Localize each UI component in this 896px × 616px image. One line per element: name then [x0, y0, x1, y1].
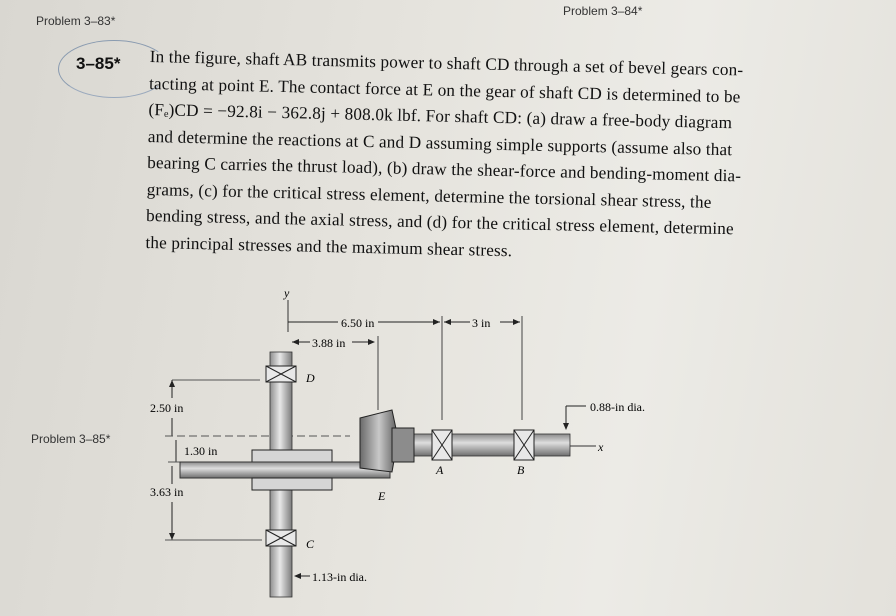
- dim-2.50: 2.50 in: [150, 401, 184, 415]
- dim-3.63: 3.63 in: [150, 485, 184, 499]
- label-a: A: [436, 463, 444, 477]
- statement-line: the principal stresses and the maximum shear stress.: [145, 232, 513, 260]
- previous-problem-label: Problem 3–83*: [36, 14, 116, 28]
- statement-line: bending stress, and the axial stress, and (d) for the critical stress element, determine: [145, 205, 735, 239]
- x-axis-label: x: [598, 440, 604, 454]
- dim-1.30: 1.30 in: [184, 444, 218, 458]
- problem-3-84-label: Problem 3–84*: [563, 4, 643, 18]
- shaft-ab: [390, 434, 570, 456]
- statement-line: (Fₑ)CD = −92.8i − 362.8j + 808.0k lbf. For shaft CD: (a) draw a free-body diagram: [148, 99, 733, 133]
- figure-problem-label: Problem 3–85*: [31, 432, 111, 446]
- dim-6.50: 6.50 in: [341, 316, 375, 330]
- statement-line: and determine the reactions at C and D assuming simple supports (assume also that: [147, 126, 733, 159]
- arrowhead: [433, 319, 440, 325]
- statement-line: grams, (c) for the critical stress element, determine the torsional shear stress, the: [146, 179, 712, 212]
- dim-3.88: 3.88 in: [312, 336, 346, 350]
- statement-line: tacting at point E. The contact force at E on the gear of shaft CD is determined to be: [148, 73, 741, 106]
- statement-line: In the figure, shaft AB transmits power to shaft CD through a set of bevel gears con-: [149, 46, 744, 80]
- label-b: B: [517, 463, 525, 477]
- dim-3: 3 in: [472, 316, 491, 330]
- statement-line: bearing C carries the thrust load), (b) draw the shear-force and bending-moment dia-: [147, 152, 742, 186]
- label-d: D: [306, 371, 315, 385]
- gear-disk: [180, 462, 390, 478]
- dim-0.88-dia: 0.88-in dia.: [590, 400, 645, 414]
- label-e: E: [378, 489, 386, 503]
- dim-1.13-dia: 1.13-in dia.: [312, 570, 367, 584]
- label-c: C: [306, 537, 315, 551]
- y-axis-label: y: [284, 286, 290, 300]
- problem-number: 3–85*: [76, 54, 121, 73]
